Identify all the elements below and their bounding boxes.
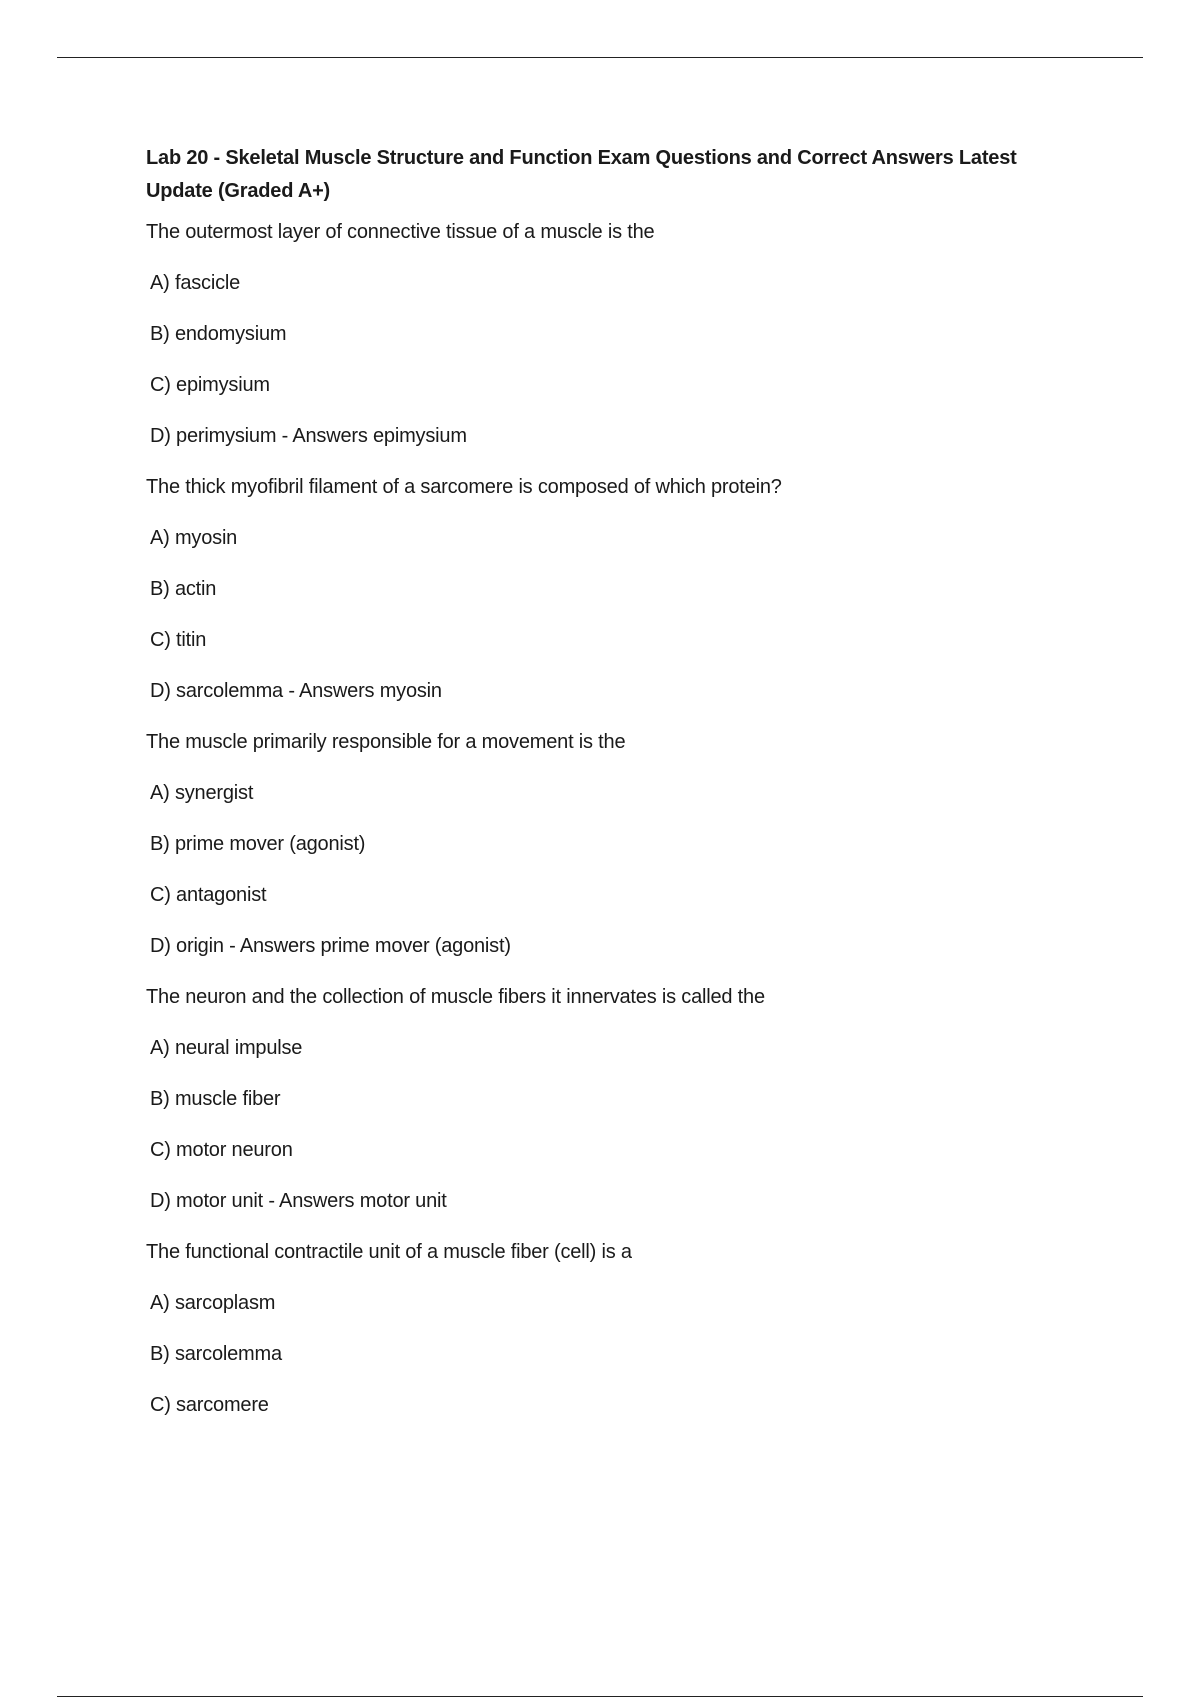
bottom-rule	[57, 1696, 1143, 1697]
question-block-4	[146, 984, 1086, 1214]
question-block-3	[146, 729, 1086, 959]
answer-option: B) muscle fiber	[150, 1088, 281, 1110]
answer-option: B) actin	[150, 578, 217, 600]
answer-option: D) motor unit - Answers motor unit	[150, 1190, 447, 1212]
answer-option: D) perimysium - Answers epimysium	[150, 425, 467, 447]
answer-option: D) origin - Answers prime mover (agonist)	[150, 935, 511, 957]
question-text: The neuron and the collection of muscle fibers it innervates is called the	[146, 986, 765, 1008]
answer-option: C) epimysium	[150, 374, 270, 396]
question-block-1	[146, 219, 1086, 449]
top-rule	[57, 57, 1143, 58]
answer-option: B) sarcolemma	[150, 1343, 282, 1365]
answer-option: C) motor neuron	[150, 1139, 293, 1161]
answer-option: C) titin	[150, 629, 207, 651]
question-text: The functional contractile unit of a muscle fiber (cell) is a	[146, 1241, 632, 1263]
answer-option: A) fascicle	[150, 272, 241, 294]
answer-option: D) sarcolemma - Answers myosin	[150, 680, 442, 702]
answer-option: B) prime mover (agonist)	[150, 833, 366, 855]
document-body	[146, 142, 1086, 1443]
question-text: The outermost layer of connective tissue of a muscle is the	[146, 221, 655, 243]
answer-option: A) neural impulse	[150, 1037, 303, 1059]
answer-option: B) endomysium	[150, 323, 287, 345]
answer-option: C) sarcomere	[150, 1394, 269, 1416]
answer-option: A) synergist	[150, 782, 254, 804]
question-text: The muscle primarily responsible for a movement is the	[146, 731, 626, 753]
answer-option: C) antagonist	[150, 884, 267, 906]
question-text: The thick myofibril filament of a sarcomere is composed of which protein?	[146, 476, 782, 498]
question-block-2	[146, 474, 1086, 704]
answer-option: A) sarcoplasm	[150, 1292, 276, 1314]
answer-option: A) myosin	[150, 527, 238, 549]
question-block-5	[146, 1239, 1086, 1418]
document-title: Lab 20 - Skeletal Muscle Structure and Function Exam Questions and Correct Answers Latest Update (Graded A+)	[146, 147, 1017, 202]
